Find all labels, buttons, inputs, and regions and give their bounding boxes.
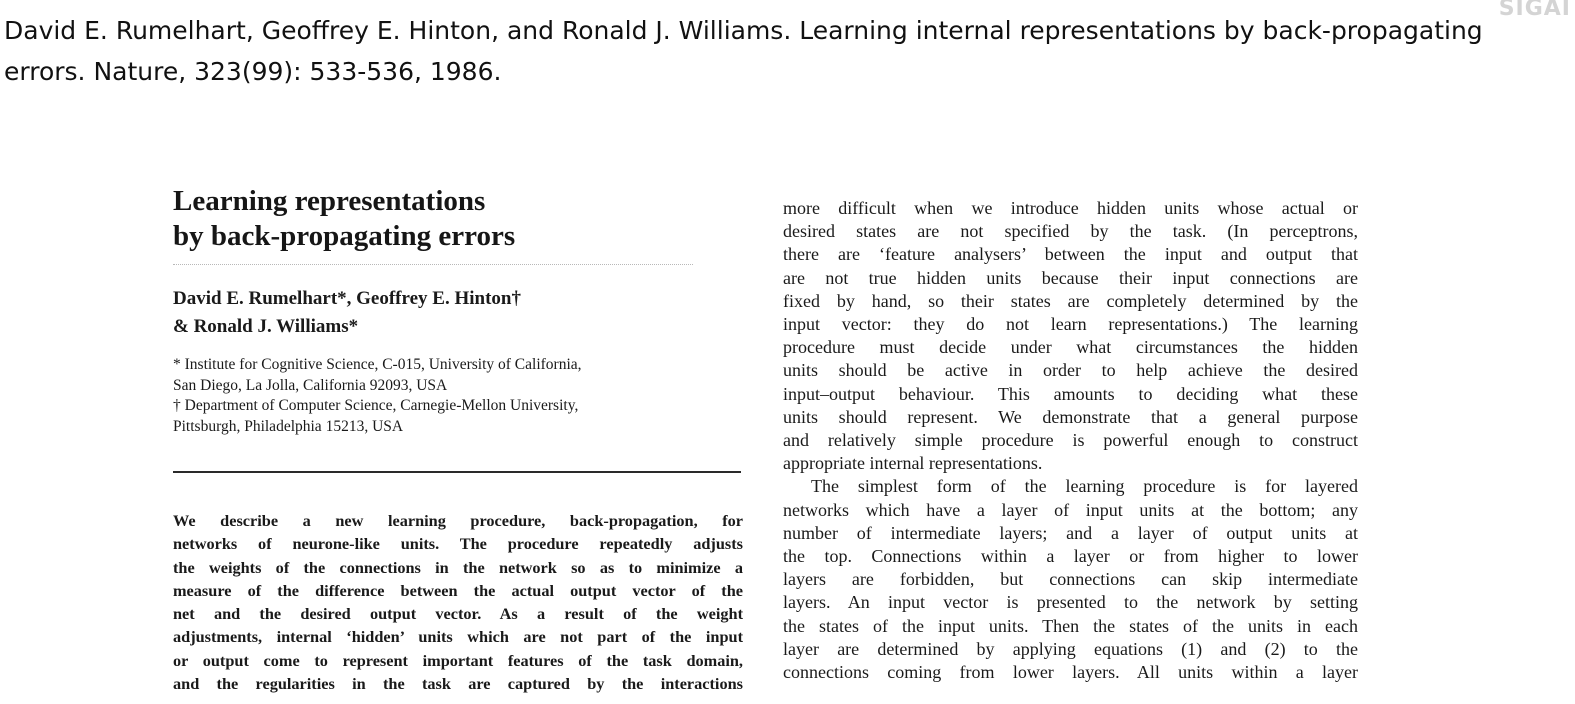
abstract-line: adjustments, internal ‘hidden’ units which are not part of the input xyxy=(173,627,743,647)
body-paragraph xyxy=(783,499,1358,685)
body-paragraph xyxy=(783,475,1358,498)
authors-line: David E. Rumelhart*, Geoffrey E. Hinton† xyxy=(173,288,521,309)
watermark-logo: SIGAI xyxy=(1498,0,1571,21)
affiliation-line: * Institute for Cognitive Science, C-015, University of California, xyxy=(173,356,582,373)
abstract-line: the weights of the connections in the network so as to minimize a xyxy=(173,557,743,577)
body-line: layer are determined by applying equations (1) and (2) to the xyxy=(783,638,1358,659)
affiliation-line: San Diego, La Jolla, California 92093, USA xyxy=(173,376,448,394)
body-line: units should represent. We demonstrate that a general purpose xyxy=(783,406,1358,427)
body-line: connections coming from lower layers. All units within a layer xyxy=(783,662,1358,683)
body-line: are not true hidden units because their input connections are xyxy=(783,267,1358,288)
body-line: and relatively simple procedure is powerful enough to construct xyxy=(783,430,1358,451)
title-divider xyxy=(173,264,693,265)
body-line: networks which have a layer of input units at the bottom; any xyxy=(783,499,1358,520)
paper-affiliations xyxy=(173,355,745,437)
paper-title-line: by back-propagating errors xyxy=(173,220,516,252)
paper-title xyxy=(173,184,745,254)
authors-line: & Ronald J. Williams* xyxy=(173,316,359,337)
body-line: more difficult when we introduce hidden units whose actual or xyxy=(783,198,1358,218)
body-line: layers. An input vector is presented to the network by setting xyxy=(783,592,1358,613)
body-line: the states of the input units. Then the states of the units in each xyxy=(783,615,1358,636)
body-line: the top. Connections within a layer or from higher to lower xyxy=(783,546,1358,567)
body-line: The simplest form of the learning procedure is for layered xyxy=(811,476,1358,497)
paper-right-column xyxy=(783,197,1358,684)
abstract-line: and the regularities in the task are captured by the interactions xyxy=(173,674,743,694)
paper-abstract xyxy=(173,509,743,695)
body-line: input vector: they do not learn representations.) The learning xyxy=(783,314,1358,335)
body-line: procedure must decide under what circumstances the hidden xyxy=(783,337,1358,358)
abstract-line: networks of neurone-like units. The procedure repeatedly adjusts xyxy=(173,534,743,554)
body-line: there are ‘feature analysers’ between the input and output that xyxy=(783,244,1358,265)
body-line: input–output behaviour. This amounts to deciding what these xyxy=(783,383,1358,404)
abstract-line: or output come to represent important features of the task domain, xyxy=(173,650,743,670)
abstract-line: We describe a new learning procedure, back-propagation, for xyxy=(173,511,743,530)
paper-title-line: Learning representations xyxy=(173,185,486,217)
affiliation-line: Pittsburgh, Philadelphia 15213, USA xyxy=(173,417,404,435)
body-line: layers are forbidden, but connections can skip intermediate xyxy=(783,569,1358,590)
slide-citation: David E. Rumelhart, Geoffrey E. Hinton, and Ronald J. Williams. Learning internal representations by back-propagating errors. Nature, 323(99): 533-536, 1986. xyxy=(4,16,1483,86)
body-line: units should be active in order to help achieve the desired xyxy=(783,360,1358,381)
body-line: fixed by hand, so their states are completely determined by the xyxy=(783,290,1358,311)
body-paragraph xyxy=(783,197,1358,475)
body-line: appropriate internal representations. xyxy=(783,453,1043,474)
affiliation-line: † Department of Computer Science, Carnegie-Mellon University, xyxy=(173,397,579,414)
abstract-line: net and the desired output vector. As a result of the weight xyxy=(173,604,743,624)
abstract-divider xyxy=(173,471,741,473)
paper-scan xyxy=(160,180,1380,704)
body-line: number of intermediate layers; and a layer of output units at xyxy=(783,522,1358,543)
paper-left-column xyxy=(173,180,745,695)
abstract-line: measure of the difference between the actual output vector of the xyxy=(173,580,743,600)
body-line: desired states are not specified by the task. (In perceptrons, xyxy=(783,221,1358,242)
paper-authors xyxy=(173,285,745,341)
